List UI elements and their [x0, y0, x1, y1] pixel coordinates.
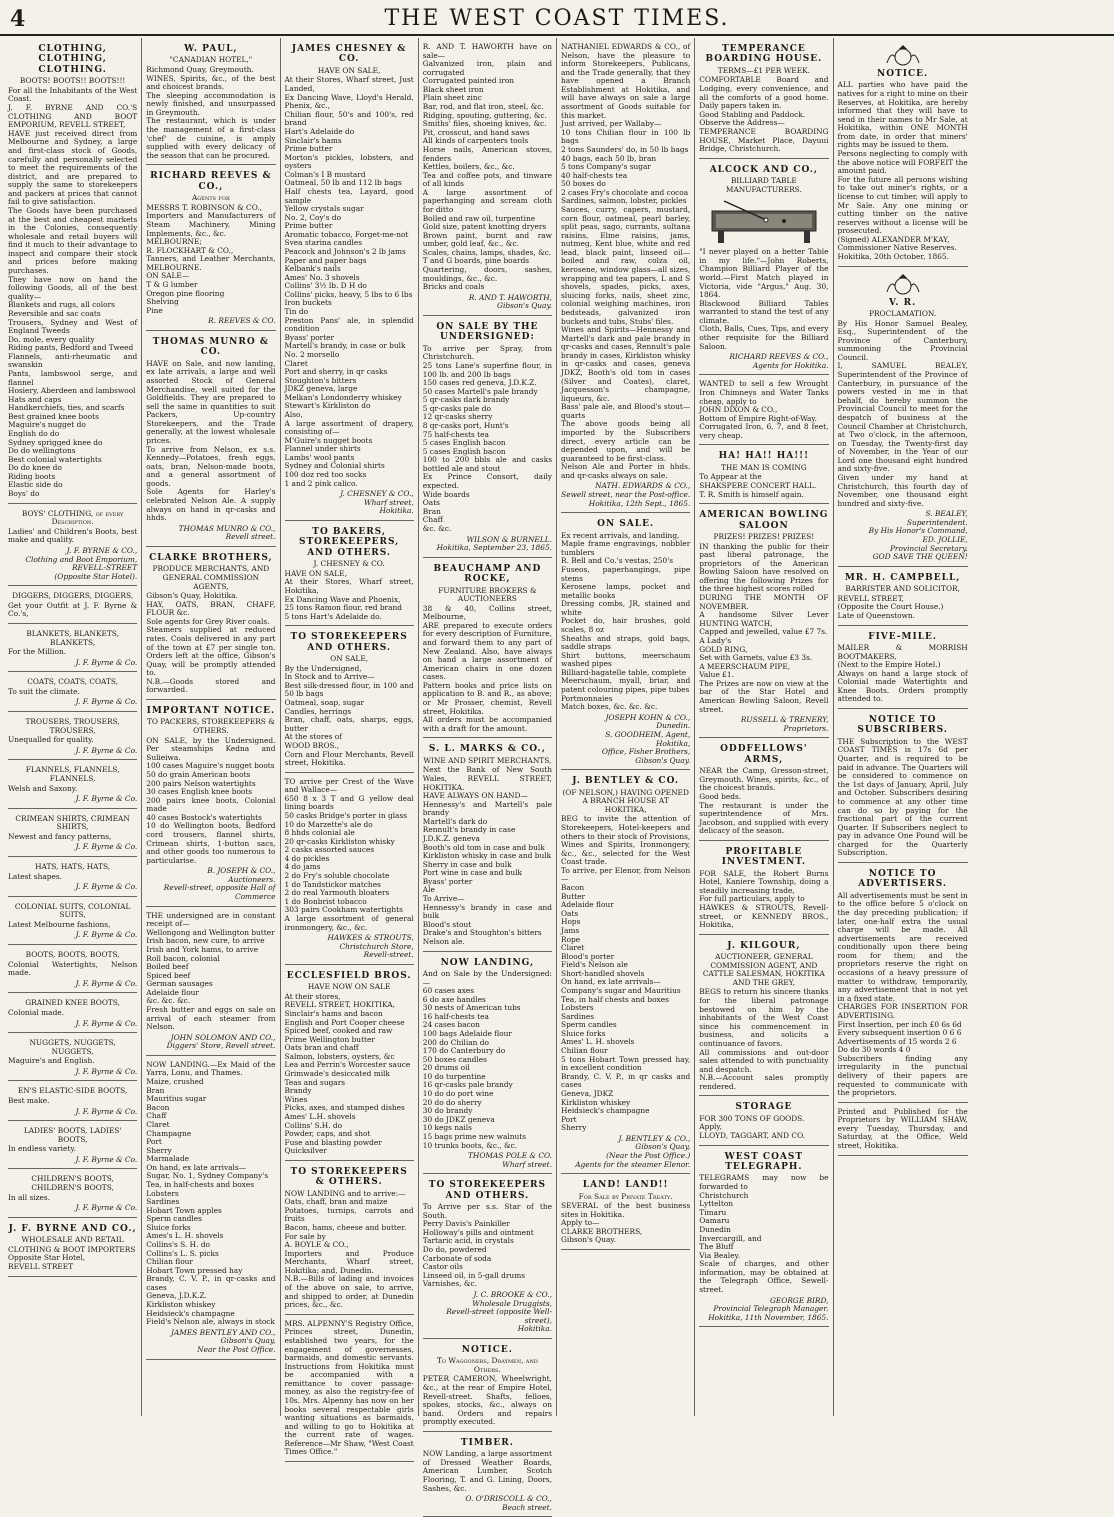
- ad-body-text: By His Honor Samuel Bealey, Esq., Superintendent of the Province of Canterbury, summoning the Provincial Council. I, SAMUEL BEALEY, Superintendent of the Province of Canterbury, in pursuance of the powers vested in me in that behalf, do hereby summon the Provincial Council to meet for the despatch of business at the Council Chamber at Christchurch, at Two o'clock, in the afternoon, on Tuesday, the Twenty-first day of November, in the Year of our Lord one thousand eight hundred and sixty-five. Given under my hand at Christchurch, this fourth day of November, one thousand eight hundred and sixty-five.: [837, 318, 968, 508]
- royal-crest-icon: [883, 45, 923, 67]
- advertisement: [838, 628, 968, 709]
- ad-subheading: HAVE NOW ON SALE: [307, 982, 391, 992]
- ad-signature: J. F. Byrne & Co.: [75, 1066, 138, 1076]
- ad-heading: HA! HA!! HA!!!: [718, 451, 810, 462]
- advertisement: [561, 772, 690, 1174]
- ad-subheading: FLANNELS, FLANNELS, FLANNELS,: [25, 765, 120, 783]
- advertisement: [146, 333, 275, 547]
- ad-subheading: TROUSERS, TROUSERS, TROUSERS,: [25, 717, 120, 735]
- advertisement: [699, 740, 828, 841]
- ad-body-text: PETER CAMERON, Wheelwright, &c., at the rear of Empire Hotel, Revell-street. Shafts, felloes, spokes, stocks, &c., always on hand. Orders and repairs promptly executed.: [422, 1374, 552, 1427]
- advertisement: [838, 865, 968, 1103]
- ad-heading: FIVE-MILE.: [868, 631, 938, 642]
- advertisement: [8, 947, 137, 993]
- ad-subheading: EN'S ELASTIC-SIDE BOOTS,: [17, 1086, 128, 1096]
- ad-heading: TO BAKERS, STOREKEEPERS, AND OTHERS.: [298, 526, 400, 558]
- advertisement: [146, 702, 275, 907]
- advertisement: [699, 161, 828, 376]
- ad-body-text: Newest and fancy patterns,: [8, 831, 112, 841]
- ad-heading: TO STOREKEEPERS & OTHERS.: [290, 1166, 408, 1188]
- ad-signature: J. F. Byrne & Co.: [75, 882, 138, 892]
- advertisement: [285, 775, 414, 965]
- advertisement: [423, 954, 552, 1175]
- ad-signature: JOSEPH KOHN & CO., Dunedin. S. GOODHEIM, Agent, Hokitika, Office, Fisher Brothers, Gibson's Quay.: [601, 712, 691, 765]
- ad-body-text: "I never played on a better Table in my life."—John Roberts, Champion Billiard Player of the world.—First Match played in Victoria, vide "Argus," Aug. 30, 1864. Blackwood Billiard Tables warranted to stand the test of any climate. Cloth, Balls, Cues, Tips, and every other requisite for the Billiard Saloon.: [699, 247, 829, 351]
- ad-body-text: COMFORTABLE Board and Lodging, every convenience, and all the comforts of a good home. Daily papers taken in. Good Stabling and Paddock. Observe the Address— TEMPERANCE BOARDING HOUSE, Market Place, Dayuui Bridge, Christchurch.: [699, 75, 829, 154]
- ad-body-text: For the Million.: [8, 647, 67, 657]
- ad-heading: NOTICE TO ADVERTISERS.: [858, 868, 948, 890]
- ad-body-text: BEGS to return his sincere thanks for the liberal patronage bestowed on him by the inhabitants of the West Coast since his commencement in business, and solicits a continuance of favors. All commissions and out-door sales attended to with punctuality and despatch. N.B.—Account sales promptly rendered.: [699, 987, 829, 1091]
- ad-body-text: Latest shapes.: [8, 871, 62, 881]
- advertisement: [8, 1220, 137, 1277]
- ad-body-text: 38 & 40, Collins street, Melbourne, ARE prepared to execute orders for every description of Furniture, and forward them to any part of New Zealand. Also, have always on hand a large assortment of American chairs in one dozen cases. Pattern books and price lists on application to B. and R., as above; or Mr Prosser, chemist, Revell street, Hokitika. All orders must be accompanied with a draft for the amount.: [422, 603, 552, 733]
- ad-body-text: For all the Inhabitants of the West Coast. J. F. BYRNE AND CO.'S CLOTHING AND BOOT EMPORIUM, REVELL STREET, HAVE just received direct from Melbourne and Sydney, a large and first-class stock of Goods, carefully and personally selected to meet the requirements of the district, and are prepared to supply the same to storekeepers and packers at prices that cannot fail to give satisfaction. The Goods have been purchased at the best and cheapest markets in the Colonies, consequently wholesale and retail buyers will find it much to their advantage to inspect and compare their stock and prices before making purchases. They have now on hand the following Goods, all of the best quality— Blankets and rugs, all colors Reversible and sac coats Trousers, Sydney and West of England Tweeds Do. mole, every quality Riding pants, Bedford and Tweed Flannels, anti-rheumatic and swanskin Pants, lambswool serge, and flannel Hosiery, Aberdeen and lambswool Hats and caps Handkerchiefs, ties, and scarfs Best grained knee boots Maguire's nugget do English do do Sydney sprigged knee do Do do wellingtons Best colonial watertights Do do knee do Riding boots Elastic side do Boys' do: [8, 85, 138, 499]
- ad-signature: J. CHESNEY & CO., Wharf street, Hokitika.: [340, 489, 414, 516]
- ad-heading: STORAGE: [735, 1102, 793, 1113]
- ad-signature: THOMAS MUNRO & CO., Revell street.: [178, 523, 276, 542]
- ad-body-text: Printed and Published for the Proprietors by WILLIAM SHAW, every Tuesday, Thursday, and Saturday, at the Office, Weld street, Hokitika.: [837, 1106, 968, 1151]
- advertisement: [699, 937, 828, 1097]
- column-7: [834, 38, 972, 1416]
- ad-body-text: Ex recent arrivals, and landing, Maple frame engravings, nobbler tumblers R. Bell and Co.'s vestas, 250's Fuseos, paperhangings, pipe stems Kerosene lamps, pocket and metallic books Dressing combs, JR, stained and white Pocket do, hair brushes, gold scales, 8 oz Sheaths and straps, gold bags, saddle straps Shirt buttons, meerschaum washed pipes Billiard-bagatelle table, complete Meerschaum, myall, briar, and patent colouring pipes, pipe tubes Portmonnaies Match boxes, &c. &c. &c.: [561, 530, 691, 712]
- ad-subheading: HATS, HATS, HATS,: [35, 861, 111, 871]
- ad-signature: J. F. BYRNE & CO., Clothing and Boot Emporium, REVELL-STREET (Opposite Star Hotel).: [25, 545, 138, 581]
- column-3: [281, 38, 419, 1457]
- ad-heading: CLOTHING, CLOTHING, CLOTHING.: [38, 44, 107, 75]
- ad-heading: TIMBER.: [460, 1437, 514, 1448]
- ad-heading: TO STOREKEEPERS AND OTHERS.: [428, 1180, 546, 1201]
- newspaper-title: THE WEST COAST TIMES.: [384, 6, 730, 31]
- advertisement: [8, 811, 137, 857]
- ad-body-text: TO arrive per Crest of the Wave and Wallace— 650 8 x 3 T and G yellow deal lining boards 50 casks Bridge's porter in glass 10 do Marzette's ale do 8 hhds colonial ale 20 qr-casks Kirkliston whisky 2 casks assorted sauces 4 do pickles 4 do jams 2 do Fry's soluble chocolate 1 do Tandstickor matches 2 do real Yarmouth bloaters 1 do Bonbrist tobacco 303 pairs Cookham watertights A large assortment of general ironmongery, &c., &c.: [284, 776, 414, 932]
- advertisement: [8, 626, 137, 672]
- ad-signature: HAWKES & STROUTS, Christchurch Store, Revell-street.: [327, 933, 414, 960]
- ad-body-text: CLOTHING & BOOT IMPORTERS Opposite Star Hotel, REVELL STREET: [8, 1244, 136, 1271]
- ad-signature: J. F. Byrne & Co.: [75, 930, 138, 940]
- ad-body-text: To suit the climate.: [8, 686, 80, 696]
- ad-heading: TEMPERANCE BOARDING HOUSE.: [705, 44, 823, 65]
- page-number: 4: [10, 6, 26, 32]
- ad-subheading: HAVE ON SALE,: [317, 65, 381, 75]
- ad-signature: J. F. Byrne & Co.: [75, 697, 138, 707]
- ad-body-text: Gibson's Quay, Hokitika. HAY, OATS, BRAN, CHAFF, FLOUR &c. Sole agents for Grey River coals. Steamers supplied at reduced rates. Coals delivered in any part of the town at £7 per single ton. Orders left at the office, Gibson's Quay, will be promptly attended to. N.B.—Goods stored and forwarded.: [146, 591, 276, 695]
- ad-body-text: Colonial Watertights, Nelson made.: [8, 959, 138, 978]
- ad-signature: J. BENTLEY & CO., Gibson's Quay, (Near the Post Office.) Agents for the steamer Elenor.: [575, 1133, 691, 1169]
- ad-subheading: "CANADIAN HOTEL,": [169, 55, 253, 65]
- advertisement: [8, 1083, 137, 1121]
- advertisement: [285, 40, 414, 521]
- ad-heading: NOTICE.: [877, 69, 929, 79]
- ad-signature: J. F. Byrne & Co.: [75, 978, 138, 988]
- royal-crest-icon: [883, 274, 923, 296]
- advertisement: [8, 40, 137, 504]
- ad-body-text: THE Subscription to the WEST COAST TIMES is 17s 6d per Quarter, and is required to be paid in advance. The Quarters will be considered to commence on the 1st days of January, April, July and October. Subscribers desiring to commence at any other time can do so by paying for the fractional part of the current Quarter. If Subscribers neglect to pay in advance One Pound will be charged for the Quarterly Subscription.: [837, 736, 968, 858]
- ad-signature: S. BEALEY, Superintendent. By His Honor's Command, ED. JOLLIE, Provincial Secretary. GOD SAVE THE QUEEN!: [868, 509, 968, 562]
- ad-body-text: In endless variety.: [8, 1144, 76, 1154]
- ad-heading: TO STOREKEEPERS AND OTHERS.: [290, 632, 408, 653]
- ad-signature: B. JOSEPH & CO., Auctioneers. Revell-street, opposite Hall of Commerce: [163, 866, 276, 902]
- ad-heading: AMERICAN BOWLING SALOON: [699, 510, 829, 531]
- ad-signature: GEORGE BIRD, Provincial Telegraph Manager. Hokitika, 11th November, 1865.: [708, 1295, 829, 1322]
- advertisement: [285, 1163, 414, 1315]
- ad-body-text: To arrive per Spray, from Christchurch. 25 tons Lane's superfine flour, in 100 lb. and 200 lb bags 150 cases red geneva, J.D.K.Z. 50 cases Martell's pale brandy 5 qr-casks dark brandy 5 qr-casks pale do 12 qr-casks sherry 8 qr-casks port, Hunt's 75 half-chests tea 5 cases English bacon 5 cases English bacon 100 to 200 bbls ale and casks bottled ale and stout Ex Prince Consort, daily expected. Wide boards Oats Bran Chaff &c. &c.: [422, 343, 552, 533]
- ad-signature: J. F. Byrne & Co.: [75, 1154, 138, 1164]
- ad-body-text: FOR 300 TONS OF GOODS. Apply, LLOYD, TAGGART, AND CO.: [699, 1113, 806, 1141]
- advertisement: [699, 447, 828, 504]
- ad-signature: J. F. Byrne & Co.: [75, 1203, 138, 1213]
- ad-signature: RICHARD REEVES & CO., Agents for Hokitika.: [729, 352, 829, 370]
- ad-body-text: Ladies' and Children's Boots, best make and quality.: [8, 526, 138, 545]
- advertisement: [8, 714, 137, 760]
- ad-body-text: MRS. ALPENNY'S Registry Office, Princes street, Dunedin, established two years, for the engagement of governesses, barmaids, and domestic servants. Instructions from Hokitika must be accompanied with a remittance to cover passage-money, as also the registry-fee of 10s. Mrs. Alpenny has now on her books several respectable girls wanting situations as barmaids, and willing to go to Hokitika at the current rate of wages. Reference—Mr Shaw, "West Coast Times Office.": [284, 1318, 414, 1457]
- ad-subheading: For Sale by Private Treaty.: [578, 1191, 673, 1201]
- advertisement: [561, 1176, 690, 1250]
- ad-heading: WEST COAST TELEGRAPH.: [724, 1151, 804, 1173]
- ad-heading: ON SALE.: [597, 519, 655, 530]
- ad-subheading: PROCLAMATION.: [869, 309, 937, 319]
- advertisement: [423, 1434, 552, 1517]
- ad-subheading: CHILDREN'S BOOTS, CHILDREN'S BOOTS,: [31, 1174, 114, 1193]
- advertisement: [8, 506, 137, 587]
- ad-body-text: Next the Bank of New South Wales, REVELL STREET, HOKITIKA. HAVE ALWAYS ON HAND— Hennessy's and Martell's pale brandy Martell's dark do Rennult's brandy in case J.D.K.Z. geneva Booth's old tom in case and bulk Kirkliston whisky in case and bulk Sherry in case and bulk Port wine in case and bulk Byass' porter Ale To Arrive— Hennessy's brandy in case and bulk Blood's stout Drake's and Stoughton's bitters Nelson ale.: [422, 765, 552, 946]
- ad-body-text: NOW Landing, a large assortment of Dressed Weather Boards, American Lumber, Scotch Flooring, T. and G. Lining, Doors, Sashes, &c.: [422, 1449, 552, 1493]
- advertisement: [699, 377, 828, 445]
- ad-heading: J. BENTLEY & CO.: [572, 776, 680, 787]
- ad-body-text: TELEGRAMS may now be forwarded to Christchurch Lyttelton Timaru Oamaru Dunedin Invercargill, and The Bluff Via Bealey. Scale of charges, and other information, may be obtained at the Telegraph Office, Sewell-street.: [699, 1173, 829, 1294]
- ad-subheading: BLANKETS, BLANKETS, BLANKETS,: [26, 629, 119, 647]
- advertisement: [423, 1176, 552, 1339]
- ad-heading: W. PAUL,: [184, 44, 238, 54]
- ad-heading: LAND! LAND!!: [582, 1180, 669, 1191]
- ad-body-text: All advertisements must be sent in to the office before 5 o'clock on the day preceding publication; if later, one-half extra the usual charge will be made. All advertisements are received conditionally upon there being room for them; and the proprietors reserve the right on occasions of a heavy pressure of matter to withdraw, temporarily, any advertisement that is not yet in a fixed state. CHARGES FOR INSERTION FOR ADVERTISING. First Insertion, per inch £0 6s 6d Every subsequent insertion 0 6 6 Advertisements of 15 words 2 6 Do do 30 words 4 0 Subscribers finding any irregularity in the punctual delivery of their papers are requested to communicate with the proprietors.: [837, 890, 968, 1098]
- ad-body-text: WANTED to sell a few Wrought Iron Chimneys and Water Tanks cheap, apply to JOHN DIXON & CO., Bottom of Empire Right-of-Way. Corrugated Iron, 6, 7, and 8 feet, very cheap.: [699, 379, 829, 440]
- masthead: [0, 0, 1114, 36]
- ad-body-text: ON SALE, by the Undersigned. Per steamships Kedna and Sulieiwa. 100 cases Maguire's nugget boots 50 do grain American boots 200 pairs Nelson watertights 30 cases English knee boots 200 pairs knee boots, Colonial made 40 cases Bostock's watertights 10 do Wellington boots, Bedford cord trousers, flannel shirts, Crimean shirts, 1-button sacs, and other goods too numerous to particularise.: [146, 735, 276, 865]
- advertisement: [146, 549, 275, 700]
- advertisement: [285, 967, 414, 1161]
- ad-subheading: (OF NELSON,) HAVING OPENED A BRANCH HOUSE AT HOKITIKA,: [562, 787, 689, 814]
- advertisement: [423, 1341, 552, 1432]
- ad-heading: NOTICE TO SUBSCRIBERS.: [857, 715, 948, 736]
- ad-subheading: WHOLESALE AND RETAIL: [21, 1235, 124, 1245]
- ad-subheading: PRODUCE MERCHANTS, AND GENERAL COMMISSION AGENTS,: [152, 564, 270, 591]
- ad-heading: J. KILGOUR,: [727, 940, 801, 951]
- ad-heading: JAMES CHESNEY & CO.: [291, 44, 407, 65]
- ad-body-text: NEAR the Camp, Gresson-street, Greymouth. Wines, spirits, &c., of the choicest brands. Good beds. The restaurant is under the superintendence of Mrs. Jacobson, and supplied with every delicacy of the season.: [699, 766, 829, 836]
- ad-subheading: BOOTS! BOOTS!! BOOTS!!!: [19, 76, 126, 86]
- advertisement: [423, 560, 552, 739]
- advertisement: [561, 40, 690, 513]
- advertisement: [423, 318, 552, 558]
- ad-subheading: J. CHESNEY & CO.: [313, 559, 385, 569]
- ad-body-text: To Appear at the SHAKSPERE CONCERT HALL. T. R. Smith is himself again.: [699, 472, 817, 499]
- ad-heading: J. F. BYRNE AND CO.,: [8, 1223, 137, 1234]
- advertisement: [8, 762, 137, 808]
- ad-subheading: LADIES' BOOTS, LADIES' BOOTS,: [23, 1126, 122, 1144]
- ad-heading: V. R.: [888, 297, 917, 308]
- ad-heading: ODDFELLOWS' ARMS,: [720, 744, 808, 765]
- ad-subheading: NUGGETS, NUGGETS, NUGGETS,: [29, 1038, 116, 1056]
- advertisement: [838, 269, 968, 567]
- ad-subheading: TERMS—£1 PER WEEK.: [717, 65, 810, 75]
- column-2: [142, 38, 280, 1416]
- advertisement: [699, 1148, 828, 1328]
- ad-subheading: ON SALE,: [330, 654, 369, 664]
- ad-body-text: To Arrive per s.s. Star of the South. Perry Davis's Painkiller Holloway's pills and ointment Tartaric acid, in crystals Do do, powdered Carbonate of soda Castor oils Linseed oil, in 5-gall drums Varnishes, &c.: [422, 1202, 552, 1289]
- ad-heading: NOW LANDING,: [440, 957, 535, 968]
- advertisement: [423, 40, 552, 316]
- advertisement: [146, 40, 275, 165]
- ad-body-text: THE undersigned are in constant receipt of— Wellongong and Wellington butter Irish bacon, new cure, to arrive Irish and York hams, to arrive Roll bacon, colonial Boiled beef Spiced beef German sausages Adelaide flour &c. &c. &c. Fresh butter and eggs on sale on arrival of each steamer from Nelson.: [146, 910, 276, 1032]
- advertisement: [8, 859, 137, 897]
- ad-subheading: PRIZES! PRIZES! PRIZES!: [713, 532, 815, 542]
- ad-body-text: NOW LANDING and to arrive:— Oats, chaff, bran and maize Potatoes, turnips, carrots and fruits Bacon, hams, cheese and butter. For sale by A. BOYLE & CO., Importers and Produce Merchants, Wharf street, Hokitika; and, Dunedin. N.B.—Bills of lading and invoices of the above on sale, to arrive, and shipped to order, at Dunedin prices, &c., &c.: [284, 1188, 414, 1310]
- advertisement: [8, 674, 137, 712]
- advertisement: [146, 167, 275, 331]
- ad-subheading: COATS, COATS, COATS,: [27, 677, 119, 687]
- column-5: [557, 38, 695, 1416]
- ad-body-text: And on Sale by the Undersigned:— 60 cases axes 6 do axe handles 30 nests of American tubs 16 half-chests tea 24 cases bacon 100 bags Adelaide flour 200 do Chilian do 170 do Canterbury do 50 boxes candles 20 drums oil 10 do turpentine 16 qr-casks pale brandy 10 do do port wine 20 do do sherry 30 do brandy 30 do JDKZ geneva 10 kegs nails 15 bags prime new walnuts 10 trunks boots, &c., &c.: [422, 968, 552, 1150]
- ad-signature: RUSSELL & TRENERY, Proprietors.: [740, 715, 829, 733]
- ad-body-text: By the Undersigned, In Stock and to Arrive— Best silk-dressed flour, in 100 and 50 lb bags Oatmeal, soap, sugar Candles, herrings Bran, chaff, oats, sharps, eggs, butter At the stores of WOOD BROS., Corn and Flour Merchants, Revell street, Hokitika.: [284, 663, 414, 768]
- advertisement: [699, 506, 828, 738]
- advertisement: [8, 899, 137, 945]
- ad-heading: PROFITABLE INVESTMENT.: [721, 846, 806, 868]
- ad-body-text: At their Stores, Wharf street, Just Landed, Ex Dancing Wave, Lloyd's Herald, Phenix, &c., Chilian flour, 50's and 100's, red brand Hart's Adelaide do Sinclair's hams Prime butter Morton's pickles, lobsters, and oysters Colman's I B mustard Oatmeal, 50 lb and 112 lb bags Half chests tea, Layard, good sample Yellow crystals sugar No. 2, Coy's do Prime butter Aromatic tobacco, Forget-me-not Svea starina candles Peacock and Johnson's 2 lb jams Paper and paper bags Kelbank's nails Ames' No. 3 shovels Collins' 3½ lb. D H do Collins' picks, heavy, 5 lbs to 6 lbs Iron buckets Tin do Preston Pans' ale, in splendid condition Byass' porter Martell's brandy, in case or bulk No. 2 morsello Claret Port and sherry, in qr casks Stoughton's bitters JDKZ geneva, large Melkan's Londonderry whiskey Stewart's Kirkliston do Also, A large assortment of drapery, consisting of— M'Guire's nugget boots Flannel under shirts Lambs' wool pants Sydney and Colonial shirts 100 doz red too socks 1 and 2 pink calico.: [284, 75, 414, 488]
- advertisement: [699, 40, 828, 159]
- advertisement: [699, 843, 828, 935]
- ad-body-text: Latest Melbourne fashions,: [8, 919, 111, 929]
- ad-signature: J. F. Byrne & Co.: [75, 1018, 138, 1028]
- advertisement: [146, 1058, 275, 1360]
- advertisement: [699, 1098, 828, 1145]
- ad-heading: CLARKE BROTHERS,: [149, 552, 273, 563]
- advertisement: [561, 515, 690, 770]
- ad-signature: J. F. Byrne & Co.: [75, 1106, 138, 1116]
- ad-body-text: Richmond Quay, Greymouth. WINES, Spirits, &c., of the best and choicest brands. The sleeping accommodation is newly finished, and unsurpassed in Greymouth. The restaurant, which is under the management of a first-class 'chef' de cuisine, is amply supplied with every delicacy of the season that can be procured.: [146, 65, 276, 160]
- advertisement: [838, 569, 968, 626]
- ad-signature: J. F. Byrne & Co.: [75, 842, 138, 852]
- ad-body-text: SEVERAL of the best business sites in Hokitika. Apply to— CLARKE BROTHERS, Gibson's Quay.: [561, 1201, 691, 1245]
- ad-body-text: Colonial made.: [8, 1007, 65, 1017]
- column-1: [4, 38, 142, 1416]
- ad-body-text: Best make.: [8, 1095, 50, 1105]
- ad-signature: J. F. Byrne & Co.: [75, 657, 138, 667]
- ad-heading: S. L. MARKS & CO.,: [428, 744, 546, 755]
- ad-heading: MR. H. CAMPBELL,: [844, 572, 961, 583]
- ad-subheading: BOYS' CLOTHING, of every Description.: [21, 508, 124, 527]
- ad-subheading: To Waggoners, Draymen, and Others.: [436, 1356, 538, 1374]
- ad-signature: J. C. BROOKE & CO., Wholesale Druggists, Revell-street (opposite Well-street), Hokitika.: [446, 1289, 552, 1334]
- ad-body-text: Unequalled for quality.: [8, 735, 94, 745]
- ad-subheading: FURNITURE BROKERS & AUCTIONEERS: [438, 585, 537, 604]
- column-4: [419, 38, 557, 1512]
- ad-body-text: At their stores, REVELL STREET, HOKITIKA, Sinclair's hams and bacon English and Port Cooper cheese Spiced beef, cooked and raw Prime Wellington butter Oats bran and chaff Salmon, lobsters, oysters, &c Lea and Perrin's Worcester sauce Grimwade's desiccated milk Teas and sugars Brandy Wines Picks, axes, and stamped dishes Ames' L.H. shovels Collins' S.H. do Powder, caps, and shot Fuse and blasting powder Quicksilver: [284, 991, 411, 1156]
- ad-body-text: In all sizes.: [8, 1192, 51, 1202]
- ad-signature: J. F. Byrne & Co.: [75, 794, 138, 804]
- ad-subheading: THE MAN IS COMING: [721, 462, 807, 472]
- advertisement: [8, 1035, 137, 1081]
- ad-signature: R. REEVES & CO.: [208, 316, 276, 326]
- ad-subheading: AUCTIONEER, GENERAL COMMISSION AGENT, AND CATTLE SALESMAN, HOKITIKA AND THE GREY,: [702, 952, 825, 987]
- ad-subheading: COLONIAL SUITS, COLONIAL SUITS,: [14, 901, 131, 920]
- ad-heading: RICHARD REEVES & CO.,: [150, 171, 272, 192]
- advertisement: [838, 40, 968, 267]
- ad-subheading: Agents for: [191, 193, 230, 203]
- ad-heading: ALCOCK AND CO.,: [709, 164, 819, 175]
- ad-signature: THOMAS POLE & CO. Wharf street.: [468, 1151, 552, 1169]
- advertisement: [423, 740, 552, 951]
- ad-body-text: MAILER & MORRISH BOOTMAKERS, (Next to the Empire Hotel.) Always on hand a large stock of Colonial made Watertights and Knee Boots. Orders promptly attended to.: [837, 642, 968, 704]
- ad-body-text: R. AND T. HAWORTH have on sale— Galvanized iron, plain and corrugated Corrugated painted iron Black sheet iron Plain sheet zinc Bar, rod, and flat iron, steel, &c. Ridging, spouting, guttering, &c. Smiths' files, shoeing knives, &c. Pit, crosscut, and hand saws All kinds of carpenters tools Horse nails, American stoves, fenders Kettles, boilers, &c., &c. Tea and coffee pots, and tinware of all kinds A large assortment of paperhanging and scream cloth for ditto Bolled and raw oil, turpentine Gold size, patent knotting dryers Brown paint, burnt and raw umber, gold leaf, &c., &c. Scales, chains, lamps, shades, &c. T and G boards, pine boards Quartering, doors, sashes, mouldings, &c., &c. Bricks and coals: [422, 42, 552, 292]
- advertisement: [838, 711, 968, 863]
- ad-signature: J. F. Byrne & Co.: [75, 745, 138, 755]
- ad-subheading: GRAINED KNEE BOOTS,: [25, 998, 120, 1008]
- ad-subheading: BILLIARD TABLE MANUFACTURERS.: [725, 176, 802, 194]
- ad-heading: NOTICE.: [461, 1344, 513, 1355]
- ad-body-text: HAVE ON SALE, At their Stores, Wharf street, Hokitika, Ex Dancing Wave and Phoenix, 25 tons Ramon flour, red brand 5 tons Hart's Adelaide do.: [284, 568, 414, 621]
- ad-body-text: ALL parties who have paid the natives for a right to mine on their Reserves, at Hokitika, are hereby informed that they will have to send in their names to Mr Sale, at Hokitika, within ONE MONTH from date, in order that miners' rights may be issued to them. Persons neglecting to comply with the above notice will FORFEIT the amount paid. For the future all persons wishing to take out miner's rights, or a license to cut timber, will apply to Mr Sale. Any one mining or cutting timber on the native reserves without a license will be prosecuted. (Signed) ALEXANDER M'KAY, Commissioner Native Reserves. Hokitika, 20th October, 1865.: [837, 80, 968, 261]
- ad-subheading: TO PACKERS, STOREKEEPERS & OTHERS.: [146, 717, 275, 736]
- ad-subheading: DIGGERS, DIGGERS, DIGGERS,: [12, 591, 134, 601]
- ad-body-text: BEG to invite the attention of Storekeepers, Hotel-keepers and others to their stock of Provisions, Wines and Spirits, Ironmongery, &c., &c., selected for the West Coast trade. To arrive, per Elenor, from Nelson— Bacon Butter Adelaide flour Oats Hops Jams Rope Claret Blood's porter Field's Nelson ale Short-handled shovels On hand, ex late arrivals— Company's sugar and Mauritius Tea, in half chests and boxes Lobsters Sardines Sperm candles Sluice forks Ames' L. H. shovels Chilian flour 5 tons Hobart Town pressed hay, in excellent condition Brandy, C. V. P., in qr casks and cases Geneva, JDKZ Kirkliston whiskey Heidsieck's champagne Port Sherry: [561, 814, 691, 1133]
- ad-subheading: CRIMEAN SHIRTS, CRIMEAN SHIRTS,: [15, 813, 130, 832]
- ad-body-text: Maguire's and English.: [8, 1056, 95, 1066]
- advertisement: [285, 628, 414, 772]
- ad-body-text: NATHANIEL EDWARDS & CO., of Nelson, have the pleasure to inform Storekeepers, Publicans, and the Trade generally, that they have opened a Branch Establishment at Hokitika, and will have always on sale a large assortment of Goods suitable for this market. Just arrived, per Wallaby— 10 tons Chilian flour in 100 lb bags 2 tons Saunders' do, in 50 lb bags 40 bags, each 50 lb, bran 5 tons Company's sugar 40 half-chests tea 50 boxes do 2 cases Fry's chocolate and cocoa Sardines, salmon, lobster, pickles Sauces, curry, capers, mustard, corn flour, oatmeal, pearl barley, split peas, sago, currants, sultana raisins, Elme raisins, jams, nutmeg, Kent blue, white and red lead, black paint, linseed oil—boiled and raw, colza oil, kerosene, window glass—all sizes, wrapping and tea papers, L and S shovels, spades, picks, axes, sluicing forks, nails, sheet zinc, colonial weighing machines, iron bedsteads, galvanized iron buckets and tubs, Stubs' files. Wines and Spirits—Hennessy and Martell's dark and pale brandy in qr-casks and cases, Rennult's pale brandy in cases, Kirkliston whisky in qr-casks and cases, geneva JDKZ, Booth's old tom in cases (Silver and Coates), claret, Jacquesson's champagne, liqueurs, &c. Bass' pale ale, and Blood's stout—quarts The above goods being all imported by the Subscribers direct, every article can be depended upon, and will be guaranteed to be first-class. Nelson Ale and Porter in hhds. and qr-casks always on sale.: [561, 42, 691, 480]
- ad-heading: ECCLESFIELD BROS.: [286, 970, 412, 981]
- ad-heading: ON SALE BY THE UNDERSIGNED:: [436, 321, 539, 343]
- ad-signature: JAMES BENTLEY AND CO., Gibson's Quay, Near the Post Office.: [171, 1327, 276, 1354]
- advertisement: [285, 523, 414, 626]
- ad-heading: IMPORTANT NOTICE.: [146, 706, 276, 717]
- ad-body-text: REVELL STREET, (Opposite the Court House.) Late of Queenstown.: [837, 593, 944, 620]
- ad-body-text: MESSRS T. ROBINSON & CO., Importers and Manufacturers of Steam Machinery, Mining Implements, &c., &c. MELBOURNE; R. FLOCKHART & CO., Tanners, and Leather Merchants, MELBOURNE. ON SALE— T & G lumber Oregon pine flooring Shelving Pine: [146, 202, 276, 315]
- ad-signature: NATH. EDWARDS & CO., Sewell street, near the Post-office. Hokitika, 12th Sept., 1865.: [561, 481, 691, 508]
- ad-body-text: Get your Outfit at J. F. Byrne & Co.'s,: [8, 600, 138, 619]
- ad-subheading: BARRISTER AND SOLICITOR,: [845, 584, 960, 594]
- ad-heading: THOMAS MUNRO & CO.: [152, 336, 269, 358]
- ad-subheading: WINE AND SPIRIT MERCHANTS,: [423, 755, 552, 765]
- column-6: [695, 38, 833, 1416]
- ad-body-text: FOR SALE, the Robert Burns Hotel, Kaniere Township, doing a steadily increasing trade, For full particulars, apply to HAWKES & STROUTS, Revell-street, or KENNEDY BROS., Hokitika,: [699, 868, 829, 930]
- advertisement: [8, 588, 137, 624]
- advertisement: [285, 1317, 414, 1462]
- advertisement: [146, 909, 275, 1056]
- ad-body-text: IN thanking the public for their past liberal patronage, the proprietors of the American Bowling Saloon have resolved on offering the following Prizes for the three highest scores rolled DURING THE MONTH OF NOVEMBER. A handsome Silver Lever HUNTING WATCH, Capped and jewelled, value £7 7s. A Lady's GOLD RING, Set with Garnets, value £3 3s. A MEERSCHAUM PIPE, Value £1. The Prizes are now on view at the bar of the Star Hotel and American Bowling Saloon, Revell street.: [699, 541, 829, 714]
- ad-subheading: BOOTS, BOOTS, BOOTS,: [25, 950, 120, 960]
- ad-signature: JOHN SOLOMON AND CO., Diggers' Store, Revell street.: [166, 1032, 276, 1051]
- ad-body-text: HAVE on Sale, and now landing, ex late arrivals, a large and well assorted Stock of General Merchandise, well suited for the Goldfields. They are prepared to sell the same in quantities to suit Packers, Up-country Storekeepers, and the Trade generally, at the lowest wholesale prices. To arrive from Nelson, ex s.s. Kennedy—Potatoes, fresh eggs, oats, bran, Nelson-made boots, and a general assortment of goods. Sole Agents for Harley's celebrated Nelson Ale. A supply always on hand in qr-casks and hhds.: [146, 358, 276, 523]
- columns-container: [4, 38, 1110, 1512]
- ad-heading: BEAUCHAMP AND ROCKE,: [433, 563, 542, 585]
- billiard-table-illustration: [704, 197, 824, 245]
- ad-signature: O. O'DRISCOLL & CO., Beach street.: [465, 1494, 552, 1512]
- ad-signature: R. AND T. HAWORTH, Gibson's Quay.: [468, 292, 552, 311]
- ad-body-text: NOW LANDING.—Ex Maid of the Yarra, Lonu, and Thames. Maize, crushed Bran Mauritius sugar Bacon Chaff Claret Champagne Port Sherry Marmalade On hand, ex late arrivals— Sugar, No. 1, Sydney Company's Tea, in half-chests and boxes Lobsters Sardines Hobart Town apples Sperm candles Sluice forks Ames's L. H. shovels Collins's S. H. do Collins's L. S. picks Chilian flour Hobart Town pressed hay Brandy, C. V. P., in qr-casks and cases Geneva, J.D.K.Z. Kirkliston whiskey Heidsieck's champagne Field's Nelson ale, always in stock: [146, 1059, 276, 1327]
- advertisement: [8, 1171, 137, 1217]
- advertisement: [8, 995, 137, 1033]
- ad-body-text: Welsh and Saxony.: [8, 783, 78, 793]
- ad-signature: WILSON & BURNELL. Hokitika, September 23, 1865.: [436, 534, 552, 553]
- advertisement: [838, 1105, 968, 1156]
- advertisement: [8, 1123, 137, 1169]
